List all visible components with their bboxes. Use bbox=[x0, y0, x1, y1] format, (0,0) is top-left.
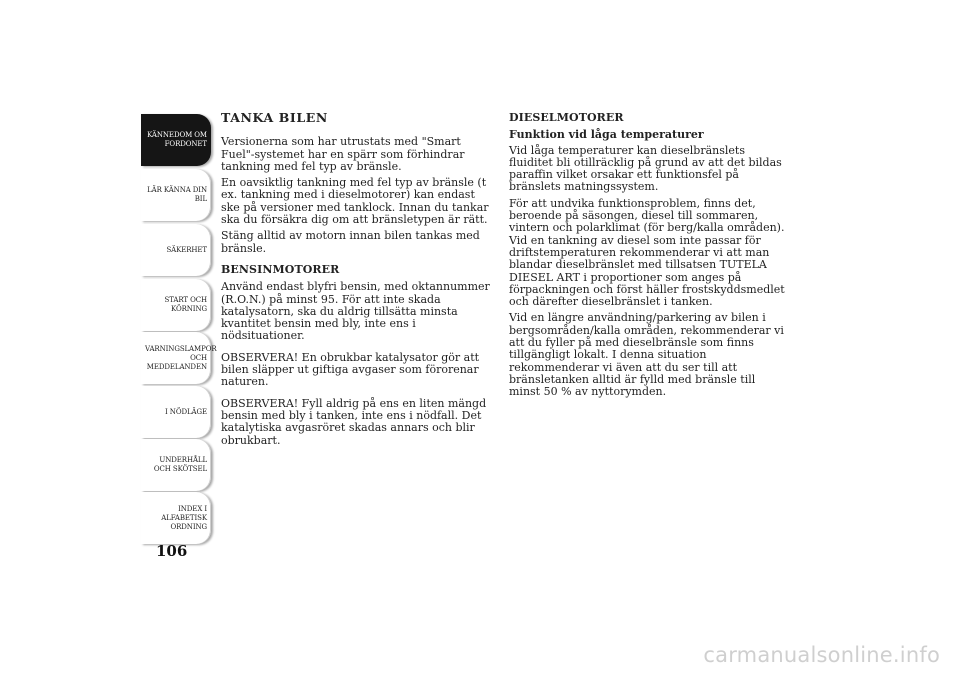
tab-kannedom-om-fordonet[interactable] bbox=[141, 114, 211, 166]
warning-paragraph: OBSERVERA! En obrukbar katalysator gör att bilen släpper ut giftiga avgaser som förorenar naturen. bbox=[221, 350, 480, 389]
paragraph: En oavsiktlig tankning med fel typ av bränsle (t ex. tankning med i dieselmotorer) kan endast ske på versioner med tanklock. Innan du tankar ska du försäkra dig om att bränsletypen är rätt. bbox=[221, 176, 489, 227]
paragraph: För att undvika funktionsproblem, finns det, beroende på säsongen, diesel till sommaren, vintern och polarklimat (för berg/kalla områden). Vid en tankning av diesel som inte passar för driftstemperaturen rekommenderar vi att man blandar dieselbränslet med tillsatsen TUTELA DIESEL ART i proportioner som anges på förpackningen och först häller frostskyddsmedlet och därefter dieselbränslet i tanken. bbox=[509, 196, 785, 309]
tab-label: LÄR KÄNNA DIN BIL bbox=[147, 186, 207, 203]
tab-label: SÄKERHET bbox=[166, 245, 207, 254]
paragraph: Använd endast blyfri bensin, med oktannummer (R.O.N.) på minst 95. För att inte skada katalysatorn, ska du aldrig tillsätta minsta kvantitet bensin med bly, inte ens i nödsituationer. bbox=[221, 280, 490, 343]
section-heading-dieselmotorer: DIESELMOTORER bbox=[509, 111, 624, 124]
paragraph: Vid en längre användning/parkering av bilen i bergsområden/kalla områden, rekommenderar vi att du fyller på med dieselbränsle som finns tillgängligt lokalt. I denna situation rekommenderar vi även att du ser till att bränsletanken alltid är fylld med bränsle till minst 50 % av nyttorymden. bbox=[509, 311, 784, 399]
right-column bbox=[509, 112, 787, 403]
watermark-text: carmanualsonline.info bbox=[703, 643, 940, 667]
page-title: TANKA BILEN bbox=[221, 110, 328, 125]
left-column bbox=[221, 112, 493, 451]
tab-label: INDEX I ALFABETISK ORDNING bbox=[161, 504, 207, 531]
tab-i-nodlage[interactable] bbox=[141, 386, 211, 438]
tab-sakerhet[interactable] bbox=[141, 224, 211, 276]
tab-label: START OCH KÖRNING bbox=[164, 296, 207, 313]
paragraph: Stäng alltid av motorn innan bilen tankas med bränsle. bbox=[221, 229, 480, 255]
paragraph: Vid låga temperaturer kan dieselbränslets fluiditet bli otillräcklig på grund av att det bildas paraffin vilket orsakar ett funktionsfel på bränslets matningssystem. bbox=[509, 143, 782, 194]
tab-start-och-korning[interactable] bbox=[141, 279, 211, 331]
page-number: 106 bbox=[156, 542, 188, 560]
tab-label: KÄNNEDOM OM FORDONET bbox=[147, 131, 207, 148]
tab-label: I NÖDLÄGE bbox=[165, 407, 207, 416]
tab-index[interactable] bbox=[141, 492, 211, 544]
tab-varningslampor[interactable] bbox=[141, 332, 217, 384]
warning-paragraph: OBSERVERA! Fyll aldrig på ens en liten mängd bensin med bly i tanken, inte ens i nödfall. Det katalytiska avgasröret skadas annars och blir obrukbart. bbox=[221, 396, 487, 447]
section-heading-bensinmotorer: BENSINMOTORER bbox=[221, 262, 340, 276]
tab-label: VARNINGSLAMPOR OCH MEDDELANDEN bbox=[145, 344, 217, 371]
tab-label: UNDERHÅLL OCH SKÖTSEL bbox=[153, 456, 207, 473]
paragraph: Versionerna som har utrustats med "Smart Fuel"-systemet har en spärr som förhindrar tankning med fel typ av bränsle. bbox=[221, 135, 465, 173]
tab-underhall-och-skotsel[interactable] bbox=[141, 439, 211, 491]
subheading: Funktion vid låga temperaturer bbox=[509, 128, 704, 142]
tab-lar-kanna-din-bil[interactable] bbox=[141, 169, 211, 221]
